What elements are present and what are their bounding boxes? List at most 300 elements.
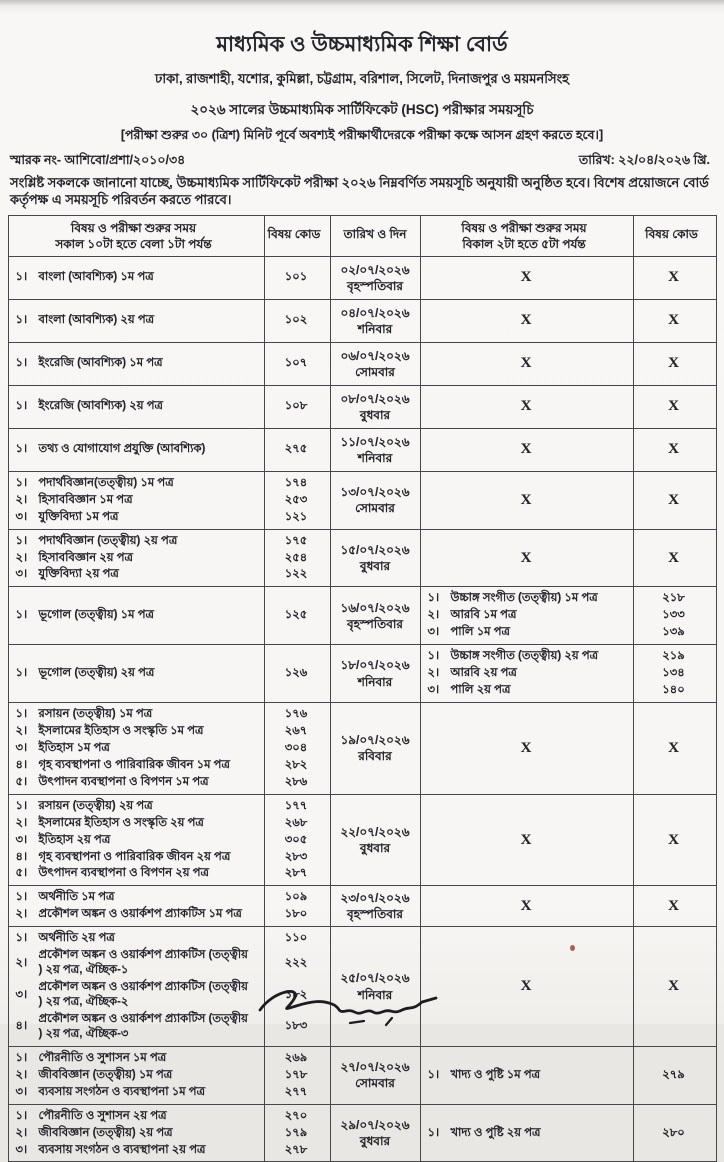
no-exam-x: X: [520, 549, 532, 566]
column-divider: [264, 1105, 265, 1162]
subject-item: [9, 815, 330, 832]
exam-day: বুধবার: [359, 1134, 391, 1149]
exam-row: [8, 794, 716, 886]
subject-code: ২৮০: [662, 1126, 685, 1139]
subject-code: ৩০৫: [284, 833, 308, 846]
afternoon-cell: [420, 886, 716, 927]
subject-name: যুক্তিবিদ্যা ১ম পত্র: [38, 510, 119, 523]
subject-item: [9, 930, 330, 947]
subject-name: ইংরেজি (আবশ্যিক) ১ম পত্র: [38, 357, 163, 370]
subject-item: [421, 624, 716, 641]
header-morning-line1: বিষয় ও পরীক্ষা শুরুর সময়: [70, 220, 197, 235]
subject-serial: ২।: [15, 908, 28, 921]
subject-item: [9, 906, 330, 923]
memo-number: স্মারক নং- আশিবো/প্রশা/২০১০/৩৪: [10, 153, 186, 167]
subject-serial: ১।: [427, 1068, 440, 1081]
column-divider: [633, 795, 634, 886]
subject-serial: ১।: [15, 609, 28, 622]
subject-serial: ২।: [15, 1068, 28, 1081]
morning-items: [9, 438, 330, 461]
subject-serial: ২।: [427, 609, 440, 622]
afternoon-items: [421, 1064, 716, 1087]
subject-code: ১৩৪: [662, 667, 685, 680]
subject-item: [9, 774, 330, 791]
subject-name: গৃহ ব্যবস্থাপনা ও পারিবারিক জীবন ২য় পত্র: [38, 850, 231, 863]
subject-code: ২৭০: [284, 1109, 308, 1122]
no-exam-code-x: X: [668, 312, 679, 329]
morning-items: [9, 395, 330, 418]
subject-item: [9, 1067, 330, 1084]
subject-name: হিসাববিজ্ঞান ১ম পত্র: [38, 493, 133, 506]
morning-items: [9, 309, 330, 332]
date-cell: [330, 794, 420, 886]
header-morning-subject: [8, 215, 330, 256]
column-divider: [633, 886, 634, 926]
afternoon-cell: [420, 645, 716, 703]
afternoon-items: [421, 587, 716, 644]
exam-date: ০২/০৭/২০২৬: [340, 262, 410, 277]
date-cell: [330, 256, 420, 299]
no-exam-marks: [421, 312, 716, 329]
subject-code: ২১৮: [662, 592, 685, 605]
header-afternoon-line2: বিকাল ২টা হতে ৫টা পর্যন্ত: [462, 236, 586, 251]
exam-date: ০৬/০৭/২০২৬: [340, 348, 410, 363]
subject-serial: ১।: [15, 891, 28, 904]
subject-item: [9, 312, 330, 329]
morning-cell: [8, 794, 330, 886]
subject-name: প্রকৌশল অঙ্কন ও ওয়ার্কশপ প্র্যাকটিস (তত্ত্বীয় ) ২য় পত্র, ঐচ্ছিক-৩: [38, 1012, 248, 1040]
exam-day: বুধবার: [359, 841, 391, 856]
exam-day: বুধবার: [359, 559, 391, 573]
subject-item: [9, 441, 330, 458]
no-exam-code-x: X: [668, 491, 679, 508]
subject-serial: ২।: [427, 667, 440, 680]
no-exam-code-x: X: [668, 897, 679, 914]
column-divider: [264, 645, 265, 702]
no-exam-x: X: [520, 312, 532, 329]
morning-items: [9, 795, 330, 886]
subject-name: ইতিহাস ১ম পত্র: [38, 741, 110, 754]
column-divider: [633, 1105, 634, 1162]
no-exam-marks: [421, 832, 716, 849]
subject-item: [9, 1142, 330, 1159]
subject-code: ১২২: [284, 568, 308, 581]
exam-day: সোমবার: [355, 364, 395, 379]
exam-day: বৃহস্পতিবার: [347, 907, 403, 922]
subject-code: ২৮৭: [284, 867, 308, 880]
subject-serial: ২।: [15, 724, 28, 737]
subject-name: পালি ১ম পত্র: [450, 626, 510, 639]
subject-item: [9, 398, 330, 415]
subject-code: ১৮৩: [284, 1020, 308, 1033]
no-exam-marks: [421, 441, 716, 458]
subject-name: বাংলা (আবশ্যিক) ২য় পত্র: [38, 314, 155, 327]
subject-item: [9, 757, 330, 774]
exam-day: বৃহস্পতিবার: [347, 616, 403, 631]
column-divider: [264, 1047, 265, 1104]
board-title: মাধ্যমিক ও উচ্চমাধ্যমিক শিক্ষা বোর্ড: [216, 33, 508, 56]
subject-code: ২৬৮: [284, 816, 308, 829]
subject-item: [9, 566, 330, 583]
exam-day: বুধবার: [359, 407, 391, 422]
afternoon-cell: [420, 927, 716, 1047]
subject-item: [9, 533, 330, 550]
subject-item: [421, 665, 716, 682]
subject-serial: ১।: [15, 443, 28, 456]
morning-cell: [8, 342, 330, 385]
subject-item: [9, 492, 330, 509]
column-divider: [633, 257, 634, 299]
exam-day: সোমবার: [355, 1076, 395, 1091]
subject-serial: ১।: [15, 357, 28, 370]
subject-serial: ৩।: [15, 1143, 28, 1156]
subject-code: ১৭৫: [284, 534, 308, 547]
exam-day: শনিবার: [357, 674, 393, 689]
exam-date: ২৫/০৭/২০২৬: [340, 971, 410, 986]
subject-name: উৎপাদন ব্যবস্থাপনা ও বিপণন ১ম পত্র: [38, 775, 209, 788]
subject-name: প্রকৌশল অঙ্কন ও ওয়ার্কশপ প্র্যাকটিস (তত্ত্বীয় ) ২য় পত্র, ঐচ্ছিক-২: [38, 981, 248, 1009]
afternoon-cell: [420, 1046, 716, 1104]
subject-serial: ১।: [15, 932, 28, 945]
column-divider: [633, 530, 634, 587]
subject-code: ১৩৯: [662, 626, 685, 639]
morning-cell: [8, 587, 330, 645]
subject-serial: ৩।: [15, 510, 28, 523]
subject-serial: ৩।: [15, 833, 28, 846]
afternoon-cell: [420, 256, 716, 299]
afternoon-cell: [420, 385, 716, 428]
subject-code: ১০৮: [284, 400, 308, 413]
column-divider: [264, 530, 265, 587]
afternoon-cell: [420, 428, 716, 471]
morning-cell: [8, 703, 330, 795]
subject-item: [9, 865, 330, 882]
exam-date: ১৫/০৭/২০২৬: [340, 542, 410, 557]
header-afternoon-line1: বিষয় ও পরীক্ষা শুরুর সময়: [461, 220, 587, 235]
board-cities-line: ঢাকা, রাজশাহী, যশোর, কুমিল্লা, চট্টগ্রাম, বরিশাল, সিলেট, দিনাজপুর ও ময়মনসিংহ: [154, 71, 570, 86]
subject-code: ২১৯: [662, 650, 685, 663]
no-exam-code-x: X: [668, 978, 679, 995]
subject-name: পদার্থবিজ্ঞান(তত্ত্বীয়) ১ম পত্র: [38, 476, 174, 489]
morning-cell: [8, 471, 330, 529]
no-exam-code-x: X: [668, 398, 679, 415]
exam-day: রবিবার: [358, 749, 392, 764]
no-exam-code-x: X: [668, 549, 679, 566]
exam-date: ১৬/০৭/২০২৬: [340, 600, 410, 615]
afternoon-cell: [420, 471, 716, 529]
header-date-day: তারিখ ও দিন: [330, 215, 420, 256]
column-divider: [633, 703, 634, 794]
exam-row: [8, 428, 716, 471]
seating-instruction-line: [পরীক্ষা শুরুর ৩০ (ত্রিশ) মিনিট পূর্বে অবশ্যই পরীক্ষার্থীদেরকে পরীক্ষা কক্ষে আসন গ্রহণ করতে হবে।]: [120, 128, 604, 142]
subject-name: উচ্চাঙ্গ সংগীত (তত্ত্বীয়) ২য় পত্র: [450, 650, 599, 663]
exam-day: শনিবার: [357, 321, 393, 336]
subject-code: ১৭৯: [284, 1126, 308, 1139]
subject-item: [421, 1125, 716, 1142]
subject-item: [9, 849, 330, 866]
no-exam-code-x: X: [668, 739, 679, 756]
no-exam-x: X: [520, 441, 532, 458]
afternoon-cell: [420, 529, 716, 587]
issue-date: তারিখ: ২২/০৪/২০২৬ খ্রি.: [578, 153, 710, 167]
subject-serial: ৫।: [15, 775, 28, 788]
exam-row: [8, 256, 716, 299]
subject-name: পৌরনীতি ও সুশাসন ১ম পত্র: [38, 1051, 167, 1064]
subject-name: অর্থনীতি ২য় পত্র: [38, 932, 115, 945]
subject-serial: ১।: [15, 271, 28, 284]
afternoon-cell: [420, 1104, 716, 1162]
exam-day: শনিবার: [357, 450, 393, 465]
subject-item: [9, 723, 330, 740]
morning-items: [9, 266, 330, 289]
date-cell: [330, 471, 420, 529]
subject-item: [421, 590, 716, 607]
column-divider: [633, 386, 634, 428]
subject-serial: ২।: [15, 551, 28, 564]
column-divider: [633, 343, 634, 385]
subject-code: ১২১: [284, 510, 308, 523]
subject-serial: ৪।: [15, 850, 28, 863]
memo-row: [0, 147, 724, 172]
subject-serial: ২।: [15, 816, 28, 829]
subject-serial: ৩।: [427, 684, 440, 697]
subject-code: ১০২: [284, 314, 308, 327]
no-exam-marks: [421, 492, 716, 509]
column-divider: [633, 587, 634, 644]
subject-name: রসায়ন (তত্ত্বীয়) ২য় পত্র: [38, 799, 153, 812]
no-exam-code-x: X: [668, 355, 679, 372]
subject-code: ১৩৩: [662, 609, 685, 622]
header-afternoon-subject: [420, 215, 716, 256]
subject-code: ১৭৪: [284, 476, 308, 489]
date-cell: [330, 587, 420, 645]
subject-serial: ১।: [15, 667, 28, 680]
subject-serial: ১।: [15, 400, 28, 413]
table-header: [8, 215, 716, 256]
date-cell: [330, 342, 420, 385]
exam-row: [8, 299, 716, 342]
subject-serial: ২।: [15, 956, 28, 969]
subject-serial: ১।: [15, 476, 28, 489]
scan-edge-artifact: [0, 0, 724, 6]
subject-serial: ৪।: [15, 1020, 28, 1033]
no-exam-marks: [421, 550, 716, 567]
subject-serial: ৩।: [427, 626, 440, 639]
subject-name: পদার্থবিজ্ঞান (তত্ত্বীয়) ২য় পত্র: [38, 534, 178, 547]
no-exam-code-x: X: [668, 831, 679, 848]
subject-code: ২৬৯: [284, 1051, 308, 1064]
column-divider: [264, 472, 265, 529]
afternoon-items: [421, 645, 716, 702]
subject-name: খাদ্য ও পুষ্টি ২য় পত্র: [450, 1126, 541, 1139]
subject-code: ২৮২: [284, 758, 308, 771]
morning-items: [9, 530, 330, 587]
subject-item: [9, 706, 330, 723]
subject-serial: ১।: [15, 1051, 28, 1064]
subject-serial: ১।: [15, 1109, 28, 1122]
no-exam-marks: [421, 269, 716, 286]
subject-item: [421, 682, 716, 699]
afternoon-cell: [420, 703, 716, 795]
no-exam-marks: [421, 978, 716, 995]
no-exam-x: X: [520, 978, 532, 995]
subject-code: ৩০৪: [284, 741, 308, 754]
subject-item: [9, 740, 330, 757]
afternoon-cell: [420, 587, 716, 645]
subject-name: তথ্য ও যোগাযোগ প্রযুক্তি (আবশ্যিক): [38, 443, 206, 456]
exam-row: [8, 886, 716, 927]
subject-name: হিসাববিজ্ঞান ২য় পত্র: [38, 551, 133, 564]
column-divider: [264, 429, 265, 471]
subject-item: [9, 665, 330, 682]
subject-code: ২৮৬: [284, 775, 308, 788]
subject-code: ১৮০: [284, 908, 308, 921]
document-header: [0, 0, 724, 147]
subject-serial: ৩।: [15, 568, 28, 581]
exam-date: ১১/০৭/২০২৬: [340, 434, 410, 449]
subject-code: ১৭৭: [284, 799, 308, 812]
subject-item: [9, 889, 330, 906]
subject-name: ইসলামের ইতিহাস ও সংস্কৃতি ১ম পত্র: [38, 724, 204, 737]
no-exam-x: X: [520, 355, 532, 372]
morning-cell: [8, 299, 330, 342]
subject-name: ব্যবসায় সংগঠন ও ব্যবস্থাপনা ২য় পত্র: [38, 1143, 206, 1156]
subject-code: ১০১: [284, 271, 308, 284]
subject-name: ইসলামের ইতিহাস ও সংস্কৃতি ২য় পত্র: [38, 816, 204, 829]
subject-item: [9, 269, 330, 286]
exam-date: ২৭/০৭/২০২৬: [340, 1060, 410, 1075]
subject-code: ২৫৩: [284, 493, 308, 506]
subject-serial: ৩।: [15, 988, 28, 1001]
afternoon-items: [421, 1122, 716, 1145]
subject-name: ভূগোল (তত্ত্বীয়) ১ম পত্র: [38, 609, 154, 622]
morning-items: [9, 472, 330, 529]
column-divider: [264, 257, 265, 299]
subject-name: গৃহ ব্যবস্থাপনা ও পারিবারিক জীবন ১ম পত্র: [38, 758, 230, 771]
date-cell: [330, 886, 420, 927]
subject-name: রসায়ন (তত্ত্বীয়) ১ম পত্র: [38, 708, 153, 721]
no-exam-x: X: [520, 739, 532, 756]
schedule-title: ২০২৬ সালের উচ্চমাধ্যমিক সার্টিফিকেট (HSC) পরীক্ষার সময়সূচি: [190, 102, 534, 117]
column-divider: [264, 795, 265, 886]
subject-code: ১৭৬: [284, 708, 308, 721]
subject-item: [9, 1108, 330, 1125]
subject-code: ১৭৮: [284, 1068, 308, 1081]
morning-cell: [8, 529, 330, 587]
morning-cell: [8, 256, 330, 299]
column-divider: [633, 216, 634, 256]
subject-serial: ১।: [15, 314, 28, 327]
subject-item: [421, 607, 716, 624]
morning-cell: [8, 385, 330, 428]
subject-name: প্রকৌশল অঙ্কন ও ওয়ার্কশপ প্র্যাকটিস (তত্ত্বীয় ) ২য় পত্র, ঐচ্ছিক-১: [38, 949, 248, 977]
subject-item: [9, 798, 330, 815]
morning-items: [9, 1105, 330, 1162]
exam-row: [8, 1104, 716, 1162]
subject-name: পৌরনীতি ও সুশাসন ২য় পত্র: [38, 1109, 167, 1122]
subject-item: [9, 832, 330, 849]
column-divider: [633, 300, 634, 342]
subject-name: জীববিজ্ঞান (তত্ত্বীয়) ১ম পত্র: [38, 1068, 173, 1081]
exam-date: ০৪/০৭/২০২৬: [340, 305, 410, 320]
subject-code: ১২৫: [284, 609, 308, 622]
subject-name: যুক্তিবিদ্যা ২য় পত্র: [38, 568, 119, 581]
subject-code: ১১০: [284, 932, 308, 945]
subject-item: [9, 1050, 330, 1067]
subject-name: খাদ্য ও পুষ্টি ১ম পত্র: [450, 1068, 541, 1081]
exam-date: ২৩/০৭/২০২৬: [340, 891, 410, 906]
exam-date: ১৩/০৭/২০২৬: [340, 485, 410, 499]
subject-name: ইতিহাস ২য় পত্র: [38, 833, 111, 846]
subject-serial: ১।: [15, 799, 28, 812]
afternoon-cell: [420, 342, 716, 385]
subject-item: [9, 607, 330, 624]
exam-date: ০৮/০৭/২০২৬: [340, 391, 410, 406]
subject-code: ১৮২: [284, 988, 308, 1001]
subject-name: বাংলা (আবশ্যিক) ১ম পত্র: [38, 271, 154, 284]
exam-day: বৃহস্পতিবার: [347, 278, 403, 293]
morning-items: [9, 1047, 330, 1104]
exam-row: [8, 703, 716, 795]
exam-date: ১৮/০৭/২০২৬: [340, 658, 410, 673]
subject-serial: ১।: [427, 592, 440, 605]
subject-serial: ৪।: [15, 758, 28, 771]
exam-row: [8, 587, 716, 645]
exam-day: শনিবার: [357, 987, 393, 1002]
exam-row: [8, 385, 716, 428]
exam-row: [8, 1046, 716, 1104]
column-divider: [264, 216, 265, 256]
no-exam-marks: [421, 398, 716, 415]
subject-name: প্রকৌশল অঙ্কন ও ওয়ার্কশপ প্র্যাকটিস ১ম পত্র: [38, 908, 242, 921]
no-exam-marks: [421, 898, 716, 915]
subject-serial: ২।: [15, 493, 28, 506]
subject-code: ১২৬: [284, 667, 308, 680]
date-cell: [330, 645, 420, 703]
subject-serial: ১।: [15, 534, 28, 547]
ink-spot-artifact: [570, 945, 575, 951]
subject-name: আরবি ১ম পত্র: [450, 609, 517, 622]
subject-code: ১০৯: [284, 891, 308, 904]
subject-serial: ৫।: [15, 867, 28, 880]
morning-items: [9, 604, 330, 627]
column-divider: [264, 300, 265, 342]
morning-cell: [8, 1046, 330, 1104]
morning-cell: [8, 1104, 330, 1162]
header-subject-code-2: বিষয় কোড: [645, 226, 698, 241]
morning-items: [9, 352, 330, 375]
subject-serial: ১।: [427, 1126, 440, 1139]
no-exam-x: X: [520, 897, 532, 914]
subject-code: ২২২: [284, 956, 308, 969]
morning-items: [9, 662, 330, 685]
subject-item: [421, 1067, 716, 1084]
no-exam-code-x: X: [668, 269, 679, 286]
column-divider: [633, 645, 634, 702]
column-divider: [264, 886, 265, 926]
exam-row: [8, 342, 716, 385]
subject-name: ভূগোল (তত্ত্বীয়) ২য় পত্র: [38, 667, 155, 680]
subject-name: জীববিজ্ঞান (তত্ত্বীয়) ২য় পত্র: [38, 1126, 173, 1139]
subject-code: ২৭৮: [284, 1143, 308, 1156]
subject-name: উচ্চাঙ্গ সংগীত (তত্ত্বীয়) ১ম পত্র: [450, 592, 598, 605]
subject-code: ২৬৭: [284, 724, 308, 737]
header-subject-code-1: বিষয় কোড: [267, 226, 321, 241]
morning-cell: [8, 428, 330, 471]
subject-code: ২৫৪: [284, 551, 308, 564]
exam-row: [8, 645, 716, 703]
morning-cell: [8, 645, 330, 703]
